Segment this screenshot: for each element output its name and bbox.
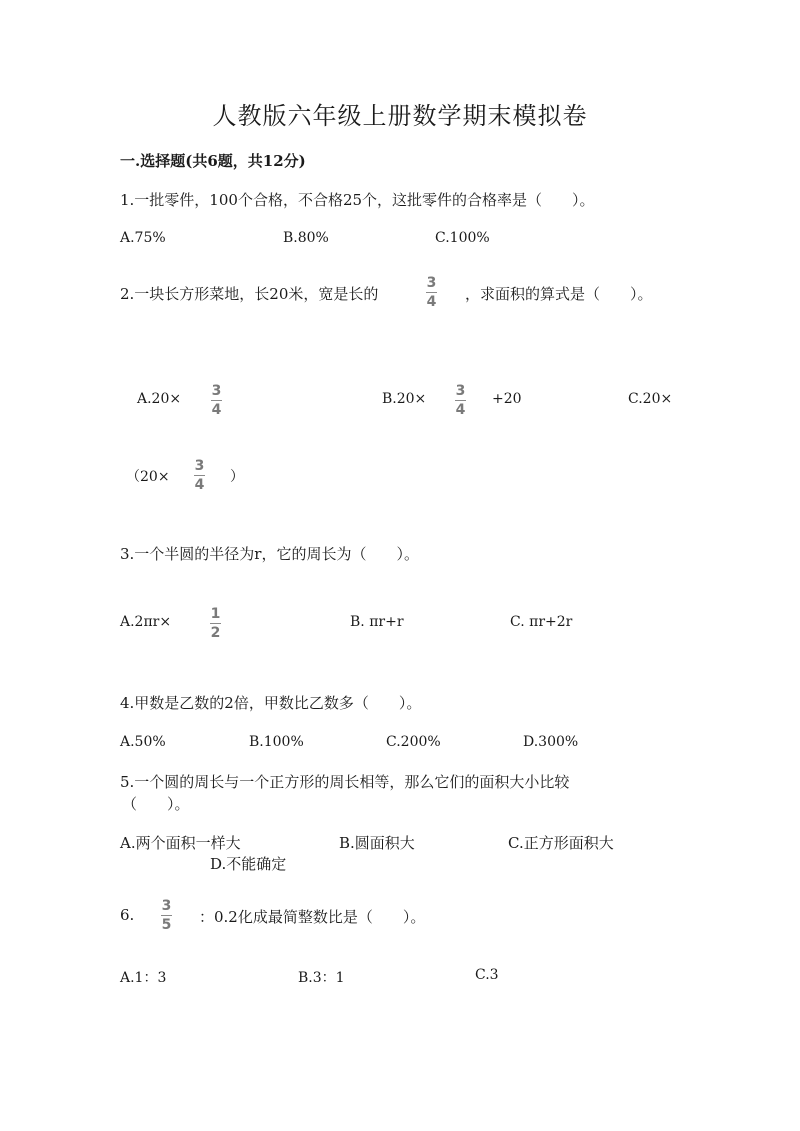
fraction-three-quarters (455, 384, 466, 418)
question-3-option-a: A.2πr× (120, 614, 172, 630)
fraction-numerator: 3 (455, 383, 466, 399)
fraction-numerator: 3 (194, 458, 205, 474)
fraction-numerator: 3 (426, 275, 437, 291)
question-1-option-c: C.100% (435, 230, 490, 246)
question-2-text-start: 2.一块长方形菜地，长20米，宽是长的 (120, 285, 379, 303)
question-5-option-b: B.圆面积大 (339, 834, 415, 852)
fraction-bar (161, 915, 172, 916)
question-4-option-d: D.300% (523, 734, 579, 750)
question-6-option-a: A.1：3 (120, 970, 167, 986)
question-6-number: 6. (120, 906, 135, 924)
section-heading: 一.选择题(共6题，共12分) (120, 152, 306, 170)
question-2-option-b: B.20× (382, 391, 427, 407)
question-2-option-c: C.20× (628, 391, 673, 407)
question-5-text-line1: 5.一个圆的周长与一个正方形的周长相等，那么它们的面积大小比较 (120, 773, 570, 791)
question-3-text: 3.一个半圆的半径为r，它的周长为（ ）。 (120, 545, 419, 563)
question-3-option-c: C. πr+2r (510, 614, 573, 630)
question-4-option-c: C.200% (386, 734, 441, 750)
fraction-numerator: 1 (210, 606, 221, 622)
fraction-numerator: 3 (211, 383, 222, 399)
fraction-denominator: 4 (194, 477, 205, 493)
question-2-option-a: A.20× (137, 391, 182, 407)
question-5-text-line2: （ ）。 (122, 795, 190, 813)
question-2-option-c-close: ） (230, 469, 244, 485)
fraction-bar (426, 292, 437, 293)
question-6-option-c: C.3 (475, 967, 499, 983)
question-5-option-c: C.正方形面积大 (508, 834, 614, 852)
question-1-option-b: B.80% (283, 230, 329, 246)
question-5-option-d: D.不能确定 (210, 855, 287, 873)
fraction-numerator: 3 (161, 898, 172, 914)
question-2-option-c-continued: （20× (126, 469, 170, 485)
fraction-bar (455, 400, 466, 401)
fraction-one-half (210, 607, 221, 641)
fraction-three-quarters (194, 459, 205, 493)
page-title: 人教版六年级上册数学期末模拟卷 (212, 102, 588, 130)
question-1-option-a: A.75% (120, 230, 166, 246)
fraction-denominator: 5 (161, 917, 172, 933)
fraction-denominator: 4 (455, 402, 466, 418)
fraction-bar (194, 475, 205, 476)
fraction-three-fifths (161, 899, 172, 933)
question-2-text-end: ，求面积的算式是（ ）。 (465, 285, 653, 303)
fraction-bar (210, 623, 221, 624)
question-2-option-b-suffix: +20 (492, 391, 522, 407)
question-5-option-a: A.两个面积一样大 (120, 834, 241, 852)
question-4-text: 4.甲数是乙数的2倍，甲数比乙数多（ ）。 (120, 694, 422, 712)
question-4-option-a: A.50% (120, 734, 166, 750)
fraction-denominator: 2 (210, 625, 221, 641)
fraction-denominator: 4 (211, 402, 222, 418)
question-3-option-b: B. πr+r (350, 614, 404, 630)
question-6-option-b: B.3：1 (298, 970, 345, 986)
question-6-text: ：0.2化成最简整数比是（ ）。 (199, 908, 426, 926)
question-4-option-b: B.100% (249, 734, 304, 750)
fraction-denominator: 4 (426, 294, 437, 310)
fraction-bar (211, 400, 222, 401)
fraction-three-quarters (211, 384, 222, 418)
question-1-text: 1.一批零件，100个合格，不合格25个，这批零件的合格率是（ ）。 (120, 191, 595, 209)
fraction-three-quarters (426, 276, 437, 310)
